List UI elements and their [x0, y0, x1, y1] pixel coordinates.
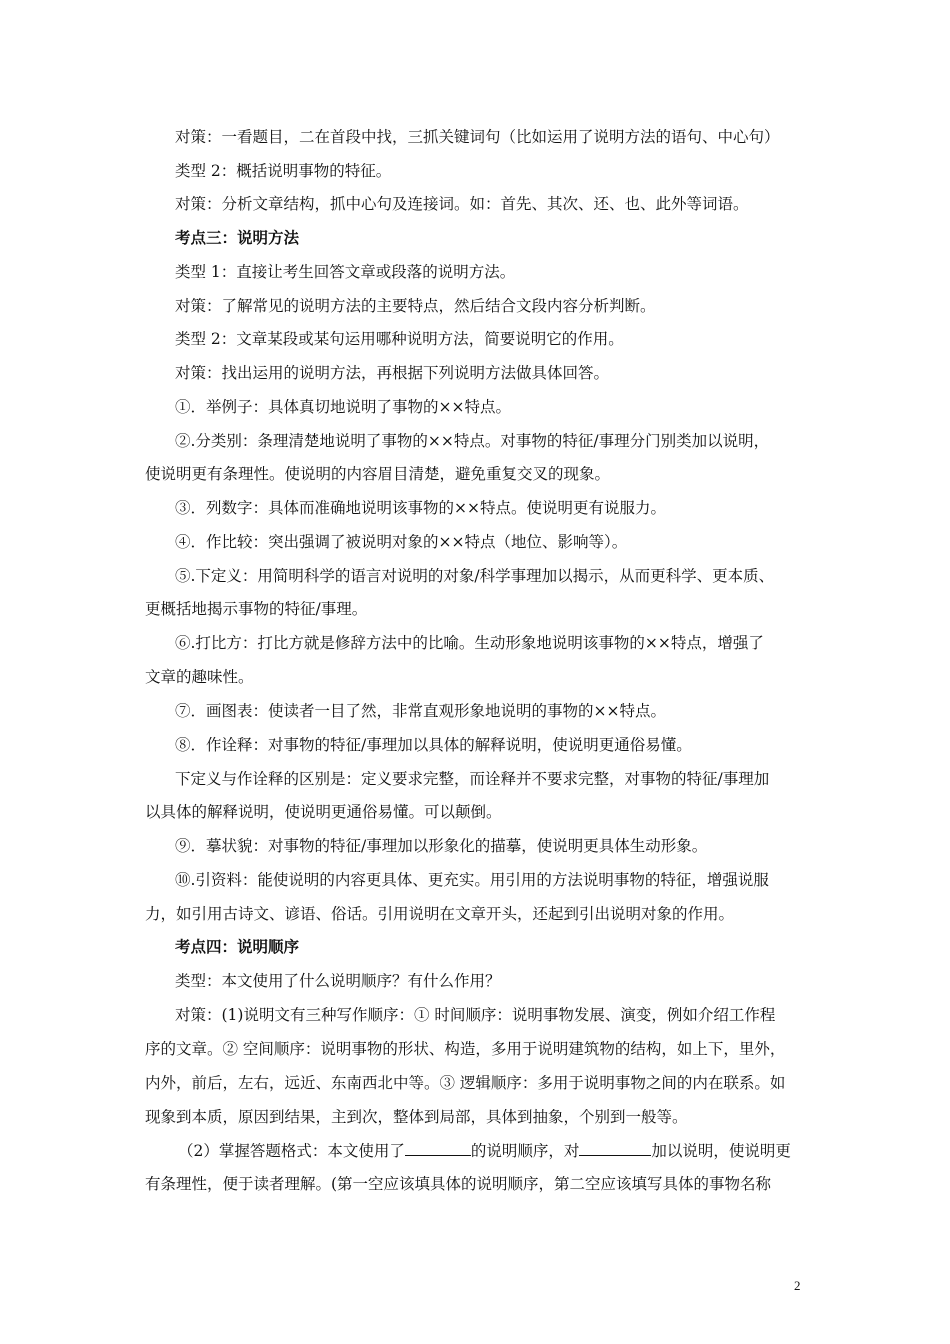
- list-item: ④．作比较：突出强调了被说明对象的××特点（地位、影响等）。: [175, 533, 628, 551]
- text-line: 对策：找出运用的说明方法，再根据下列说明方法做具体回答。: [175, 364, 610, 382]
- text-line: 类型 2：文章某段或某句运用哪种说明方法，简要说明它的作用。: [175, 330, 624, 348]
- text-line: 类型：本文使用了什么说明顺序？有什么作用？: [175, 972, 501, 990]
- list-item: ⑦．画图表：使读者一目了然，非常直观形象地说明的事物的××特点。: [175, 702, 666, 720]
- text-line: 对策：了解常见的说明方法的主要特点，然后结合文段内容分析判断。: [175, 297, 656, 315]
- text-line: 对策：一看题目，二在首段中找，三抓关键词句（比如运用了说明方法的语句、中心句）: [175, 128, 780, 146]
- text-line: 现象到本质，原因到结果，主到次，整体到局部，具体到抽象，个别到一般等。: [145, 1108, 688, 1126]
- text-line: 使说明更有条理性。使说明的内容眉目清楚，避免重复交叉的现象。: [145, 465, 611, 483]
- page-number: 2: [794, 1278, 801, 1293]
- text-line: 文章的趣味性。: [145, 668, 254, 686]
- list-item: ②.分类别：条理清楚地说明了事物的××特点。对事物的特征/事理分门别类加以说明，: [175, 432, 770, 450]
- text-line: 序的文章。② 空间顺序：说明事物的形状、构造，多用于说明建筑物的结构，如上下，里外，: [145, 1040, 786, 1058]
- list-item: ⑧．作诠释：对事物的特征/事理加以具体的解释说明，使说明更通俗易懂。: [175, 736, 692, 754]
- text-line: 类型 2：概括说明事物的特征。: [175, 162, 392, 180]
- section-heading: 考点三：说明方法: [175, 229, 300, 247]
- list-item: ⑩.引资料：能使说明的内容更具体、更充实。用引用的方法说明事物的特征，增强说服: [175, 871, 769, 889]
- list-item: ⑤.下定义：用简明科学的语言对说明的对象/科学事理加以揭示，从而更科学、更本质、: [175, 567, 775, 585]
- list-item: ①．举例子：具体真切地说明了事物的××特点。: [175, 398, 511, 416]
- text-line: 以具体的解释说明，使说明更通俗易懂。可以颠倒。: [145, 803, 502, 821]
- text-line: 对策：分析文章结构，抓中心句及连接词。如：首先、其次、还、也、此外等词语。: [175, 195, 749, 213]
- answer-format-prefix: （2）掌握答题格式：本文使用了: [178, 1142, 405, 1160]
- text-line: 有条理性，便于读者理解。(第一空应该填具体的说明顺序，第二空应该填写具体的事物名称: [145, 1175, 772, 1193]
- text-line: 对策：(1)说明文有三种写作顺序：① 时间顺序：说明事物发展、演变，例如介绍工作程: [175, 1006, 776, 1024]
- text-line: 下定义与作诠释的区别是：定义要求完整，而诠释并不要求完整，对事物的特征/事理加: [175, 770, 770, 788]
- answer-format-line: [178, 1140, 810, 1161]
- text-line: 更概括地揭示事物的特征/事理。: [145, 600, 368, 618]
- answer-format-suffix: 加以说明，使说明更: [651, 1142, 791, 1160]
- list-item: ⑨．摹状貌：对事物的特征/事理加以形象化的描摹，使说明更具体生动形象。: [175, 837, 708, 855]
- answer-format-middle: 的说明顺序，对: [470, 1142, 580, 1160]
- list-item: ⑥.打比方：打比方就是修辞方法中的比喻。生动形象地说明该事物的××特点，增强了: [175, 634, 764, 652]
- fill-blank-2[interactable]: [579, 1140, 651, 1156]
- fill-blank-1[interactable]: [405, 1140, 471, 1156]
- section-heading: 考点四：说明顺序: [175, 938, 300, 956]
- text-line: 力，如引用古诗文、谚语、俗话。引用说明在文章开头，还起到引出说明对象的作用。: [145, 905, 735, 923]
- text-line: 类型 1：直接让考生回答文章或段落的说明方法。: [175, 263, 516, 281]
- list-item: ③．列数字：具体而准确地说明该事物的××特点。使说明更有说服力。: [175, 499, 666, 517]
- text-line: 内外，前后，左右，远近、东南西北中等。③ 逻辑顺序：多用于说明事物之间的内在联系。如: [145, 1074, 786, 1092]
